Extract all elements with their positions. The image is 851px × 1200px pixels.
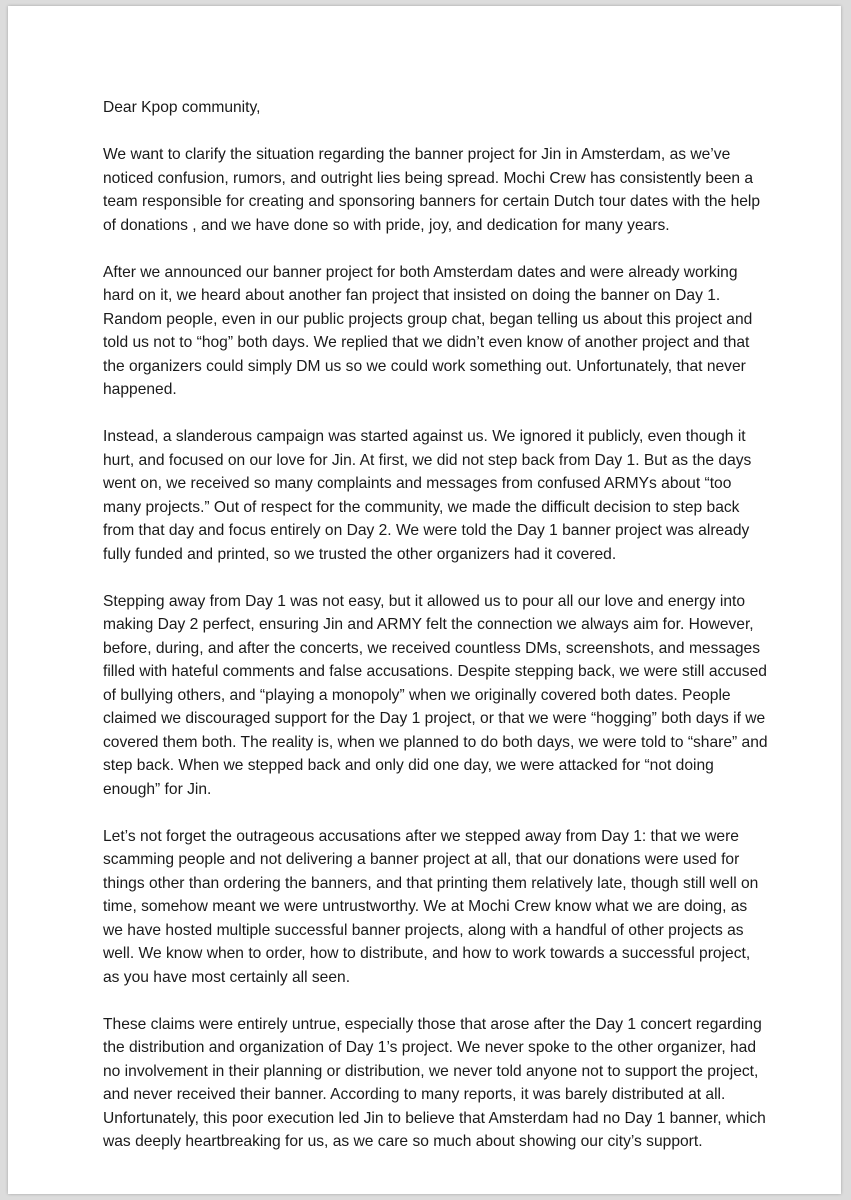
letter-salutation: Dear Kpop community, — [103, 99, 261, 116]
letter-paragraph: Let’s not forget the outrageous accusations after we stepped away from Day 1: that we were scamming people and not delivering a banner project at all, that our donations were used for things other than ordering the banners, and that printing them relatively late, though still well on time, somehow meant we were untrustworthy. We at Mochi Crew know what we are doing, as we have hosted multiple successful banner projects, along with a handful of other projects as well. We know when to order, how to distribute, and how to work towards a successful project, as you have most certainly all seen. — [103, 827, 759, 986]
letter-paragraph: Instead, a slanderous campaign was started against us. We ignored it publicly, even though it hurt, and focused on our love for Jin. At first, we did not step back from Day 1. But as the days went on, we received so many complaints and messages from confused ARMYs about “too many projects.” Out of respect for the community, we made the difficult decision to step back from that day and focus entirely on Day 2. We were told the Day 1 banner project was already fully funded and printed, so we trusted the other organizers had it covered. — [103, 428, 752, 563]
document-page — [8, 6, 841, 1194]
letter-paragraph: Stepping away from Day 1 was not easy, but it allowed us to pour all our love and energy into making Day 2 perfect, ensuring Jin and ARMY felt the connection we always aim for. However, before, during, and after the concerts, we received countless DMs, screenshots, and messages filled with hateful comments and false accusations. Despite stepping back, we were still accused of bullying others, and “playing a monopoly” when we originally covered both dates. People claimed we discouraged support for the Day 1 project, or that we were “hogging” both days if we covered them both. The reality is, when we planned to do both days, we were told to “share” and step back. When we stepped back and only did one day, we were attacked for “not doing enough” for Jin. — [103, 592, 768, 798]
letter-paragraph: After we announced our banner project for both Amsterdam dates and were already working hard on it, we heard about another fan project that insisted on doing the banner on Day 1. Random people, even in our public projects group chat, began telling us about this project and told us not to “hog” both days. We replied that we didn’t even know of another project and that the organizers could simply DM us so we could work something out. Unfortunately, that never happened. — [103, 263, 753, 398]
letter-body — [103, 96, 768, 1154]
letter-paragraph: These claims were entirely untrue, especially those that arose after the Day 1 concert regarding the distribution and organization of Day 1’s project. We never spoke to the other organizer, had no involvement in their planning or distribution, we never told anyone not to support the project, and never received their banner. According to many reports, it was barely distributed at all. Unfortunately, this poor execution led Jin to believe that Amsterdam had no Day 1 banner, which was deeply heartbreaking for us, as we care so much about showing our city’s support. — [103, 1015, 766, 1150]
letter-paragraph: We want to clarify the situation regarding the banner project for Jin in Amsterdam, as we’ve noticed confusion, rumors, and outright lies being spread. Mochi Crew has consistently been a team responsible for creating and sponsoring banners for certain Dutch tour dates with the help of donations , and we have done so with pride, joy, and dedication for many years. — [103, 146, 761, 234]
